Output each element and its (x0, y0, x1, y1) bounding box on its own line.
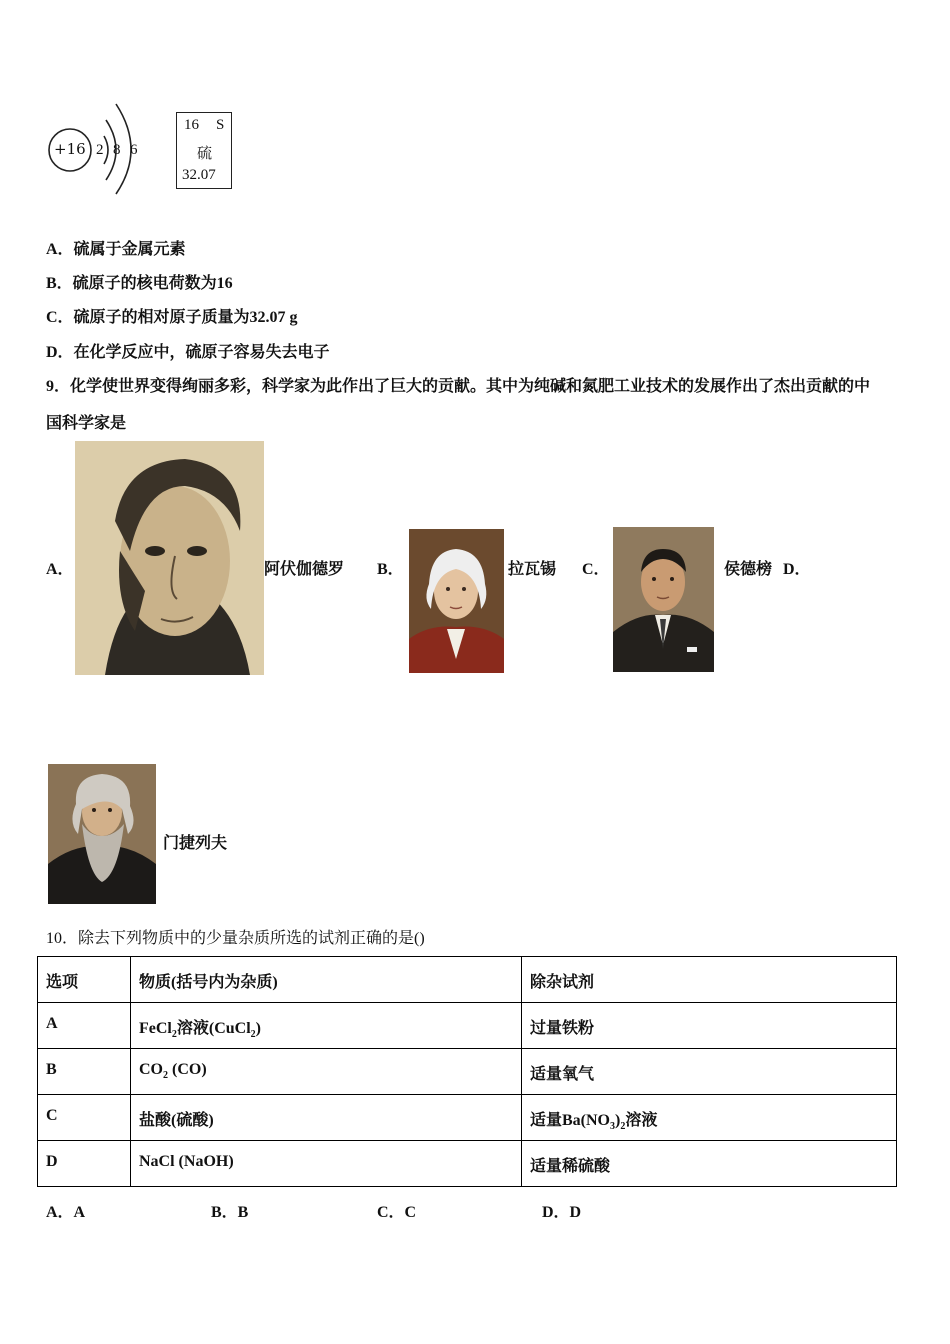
table-row (38, 1095, 897, 1141)
table-cell-substance: $CO_2$ (CO) (131, 1049, 522, 1095)
q10-choice-a: A．A (46, 1204, 86, 1221)
table-cell-reagent: 适量稀硫酸 (522, 1141, 897, 1187)
q8-option-a: A．硫属于金属元素 (46, 241, 186, 258)
q10-choice-c: C．C (377, 1204, 417, 1221)
table-row (38, 1049, 897, 1095)
table-cell-option: D (38, 1141, 131, 1187)
q10-choice-b: B．B (211, 1204, 249, 1221)
portrait-avogadro (75, 441, 264, 675)
table-header: 选项 (38, 957, 131, 1003)
table-row (38, 1141, 897, 1187)
shell-2-electrons: 8 (113, 142, 121, 158)
table-cell-reagent: 过量铁粉 (522, 1003, 897, 1049)
q9-option-b-letter: B． (377, 561, 404, 578)
table-cell-substance: NaCl (NaOH) (131, 1141, 522, 1187)
portrait-lavoisier (409, 529, 504, 673)
portrait-hou-debang (613, 527, 714, 672)
element-name: 硫 (197, 146, 213, 162)
table-row (38, 1003, 897, 1049)
element-mass: 32.07 (182, 167, 216, 183)
q9-option-c-letter: C． (582, 561, 610, 578)
element-symbol: S (216, 117, 225, 133)
atom-structure-diagram (44, 98, 154, 198)
table-cell-substance: 盐酸(硫酸) (131, 1095, 522, 1141)
element-number: 16 (184, 117, 199, 133)
table-cell-reagent: 适量氧气 (522, 1049, 897, 1095)
table-cell-option: C (38, 1095, 131, 1141)
q9-option-d-name: 门捷列夫 (163, 835, 228, 852)
q8-option-b: B．硫原子的核电荷数为16 (46, 275, 233, 292)
shell-3-electrons: 6 (130, 142, 138, 158)
q8-option-c: C．硫原子的相对原子质量为32.07 g (46, 309, 298, 326)
nucleus-charge: +16 (54, 140, 86, 158)
table-cell-option: A (38, 1003, 131, 1049)
q10-choice-d: D．D (542, 1204, 582, 1221)
table-header: 除杂试剂 (522, 957, 897, 1003)
q9-stem-line2: 国科学家是 (46, 415, 127, 432)
shell-1-electrons: 2 (96, 142, 104, 158)
table-cell-reagent: 适量$Ba(NO_3)_2$溶液 (522, 1095, 897, 1141)
q9-option-c-name: 侯德榜 (724, 561, 773, 578)
portrait-mendeleev (48, 764, 156, 904)
q9-option-b-name: 拉瓦锡 (508, 561, 557, 578)
element-card (176, 112, 232, 189)
q9-stem-line1: 9．化学使世界变得绚丽多彩，科学家为此作出了巨大的贡献。其中为纯碱和氮肥工业技术的发展作出了杰出贡献的中 (46, 378, 871, 395)
table-header: 物质(括号内为杂质) (131, 957, 522, 1003)
q9-option-d-letter: D． (783, 561, 811, 578)
table-cell-option: B (38, 1049, 131, 1095)
table-cell-substance: FeCl$_2$溶液(CuCl$_2$) (131, 1003, 522, 1049)
q10-stem: 10．除去下列物质中的少量杂质所选的试剂正确的是() (46, 930, 425, 947)
table-header-row (38, 957, 897, 1003)
q9-option-a-name: 阿伏伽德罗 (264, 561, 345, 578)
q8-option-d: D．在化学反应中，硫原子容易失去电子 (46, 344, 330, 361)
q10-table (37, 956, 897, 1187)
q9-option-a-letter: A． (46, 561, 74, 578)
